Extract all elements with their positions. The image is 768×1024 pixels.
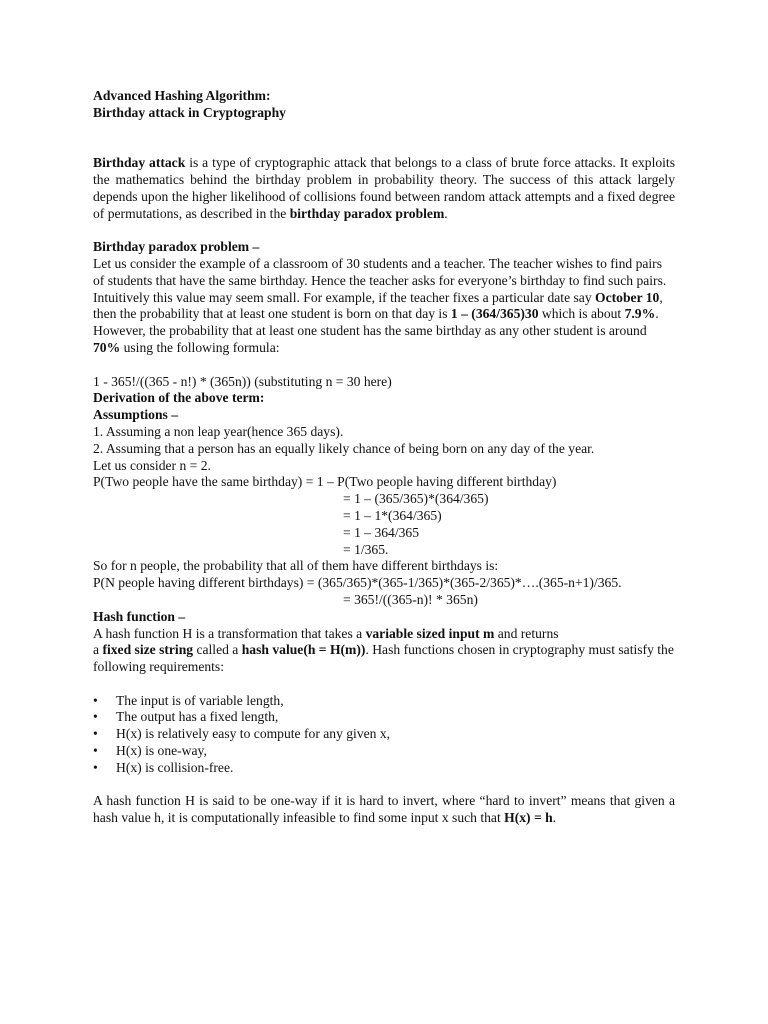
paradox-text-3: which is about — [538, 306, 625, 322]
list-item: • The output has a fixed length, — [93, 709, 675, 726]
hash-bold-2: fixed size string — [102, 642, 194, 658]
paradox-date: October 10 — [595, 289, 660, 305]
paradox-text-1: Let us consider the example of a classroom of 30 students and a teacher. The teacher wishes to find pairs of students that have the same birthday. Hence the teacher asks for everyone’s birthday to find such pairs. Intuitively this value may seem small. For example, if the teacher fixes a particular date say — [93, 255, 667, 305]
paradox-heading: Birthday paradox problem – — [93, 239, 260, 255]
intro-term: Birthday attack — [93, 155, 186, 171]
list-item: • H(x) is one-way, — [93, 743, 675, 760]
assumption-1: 1. Assuming a non leap year(hence 365 days). — [93, 423, 344, 439]
intro-term-2: birthday paradox problem — [289, 205, 445, 221]
equation-line: = 1/365. — [343, 541, 389, 557]
document-subtitle: Birthday attack in Cryptography — [93, 104, 286, 120]
hash-paragraph — [93, 626, 675, 676]
paradox-formula: 1 – (364/365)30 — [450, 306, 539, 322]
hash-text-1: A hash function H is a transformation that takes a — [93, 625, 366, 641]
oneway-paragraph — [93, 793, 675, 827]
hash-text-5: . Hash functions chosen in cryptography must satisfy the following requirements: — [93, 642, 674, 675]
formula-line: 1 - 365!/((365 - n!) * (365n)) (substituting n = 30 here) — [93, 373, 392, 389]
oneway-text: A hash function H is said to be one-way if it is hard to invert, where “hard to invert” means that given a hash value h, it is computationally infeasible to find some input x such that — [93, 793, 675, 826]
intro-end: . — [444, 205, 448, 221]
paradox-text-5: using the following formula: — [120, 339, 280, 355]
hash-bold-1: variable sized input m — [365, 625, 495, 641]
assumption-2: 2. Assuming that a person has an equally likely chance of being born on any day of the year. — [93, 440, 595, 456]
paradox-text-2: , then the probability that at least one student is born on that day is — [93, 289, 663, 322]
consider-n2: Let us consider n = 2. — [93, 457, 211, 473]
derivation-heading: Derivation of the above term: — [93, 390, 265, 406]
hash-text-3: a — [93, 642, 103, 658]
paradox-text-4: . However, the probability that at least one student has the same birthday as any other student is around — [93, 306, 659, 339]
n-people-line: So for n people, the probability that all of them have different birthdays is: — [93, 558, 499, 574]
equation-line: = 365!/((365-n)! * 365n) — [343, 591, 478, 607]
equation-line: P(N people having different birthdays) = (365/365)*(365-1/365)*(365-2/365)*….(365-n+1)/365. — [93, 575, 622, 591]
intro-text: is a type of cryptographic attack that belongs to a class of brute force attacks. It exploits the mathematics behind the birthday problem in probability theory. The success of this attack largely depends upon the higher likelihood of collisions found between random attack attempts and a fixed degree of permutations, as described in the — [93, 155, 675, 221]
equation-line: P(Two people have the same birthday) = 1 – P(Two people having different birthday) — [93, 474, 557, 490]
hash-heading: Hash function – — [93, 608, 186, 624]
document-page — [93, 88, 675, 827]
equation-line: = 1 – 364/365 — [343, 524, 420, 540]
requirements-list — [93, 693, 675, 777]
list-item: • H(x) is collision-free. — [93, 760, 675, 777]
paradox-paragraph — [93, 256, 675, 357]
equation-line: = 1 – 1*(364/365) — [343, 507, 442, 523]
hash-bold-3: hash value(h = H(m)) — [241, 642, 366, 658]
intro-paragraph — [93, 155, 675, 222]
assumptions-heading: Assumptions – — [93, 407, 178, 423]
list-item: • H(x) is relatively easy to compute for any given x, — [93, 726, 675, 743]
list-item: • The input is of variable length, — [93, 693, 675, 710]
hash-text-2: and returns — [494, 625, 559, 641]
hash-text-4: called a — [193, 642, 242, 658]
document-title: Advanced Hashing Algorithm: — [93, 88, 271, 103]
oneway-end: . — [552, 810, 557, 826]
paradox-pct-2: 70% — [93, 339, 121, 355]
equation-line: = 1 – (365/365)*(364/365) — [343, 491, 489, 507]
paradox-pct-1: 7.9% — [624, 306, 656, 322]
oneway-bold: H(x) = h — [504, 810, 553, 826]
